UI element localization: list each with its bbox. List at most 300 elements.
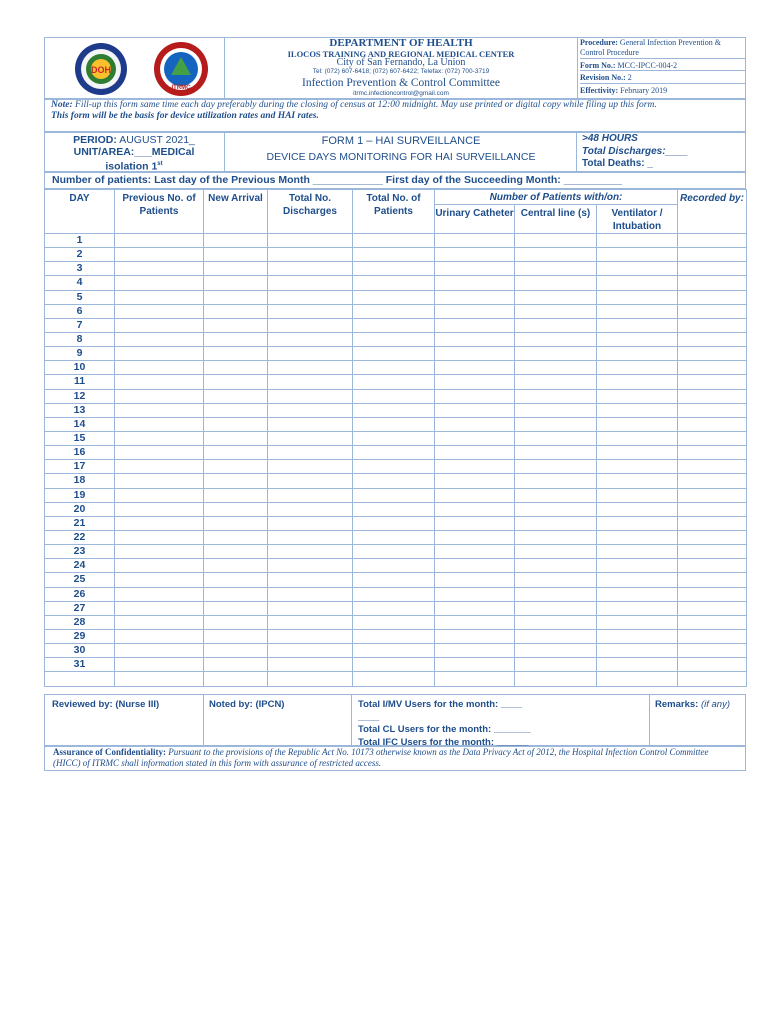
entry-cell[interactable] [204, 389, 268, 403]
entry-cell[interactable] [204, 304, 268, 318]
entry-cell[interactable] [115, 403, 204, 417]
entry-cell[interactable] [115, 615, 204, 629]
entry-cell[interactable] [678, 290, 747, 304]
reviewed-by: Reviewed by: (Nurse III) [52, 699, 160, 710]
entry-cell[interactable] [515, 318, 597, 332]
entry-cell[interactable] [435, 403, 515, 417]
entry-cell[interactable] [678, 615, 747, 629]
entry-cell[interactable] [435, 488, 515, 502]
entry-cell[interactable] [115, 304, 204, 318]
entry-cell[interactable] [678, 389, 747, 403]
entry-cell[interactable] [435, 262, 515, 276]
table-row [45, 502, 747, 516]
day-number: 28 [45, 615, 115, 629]
entry-cell[interactable] [115, 474, 204, 488]
entry-cell[interactable] [597, 502, 678, 516]
entry-cell[interactable] [268, 502, 353, 516]
entry-cell[interactable] [597, 474, 678, 488]
entry-cell[interactable] [268, 672, 353, 686]
entry-cell[interactable] [353, 234, 435, 248]
entry-cell[interactable] [115, 262, 204, 276]
entry-cell[interactable] [515, 516, 597, 530]
entry-cell[interactable] [435, 417, 515, 431]
entry-cell[interactable] [678, 248, 747, 262]
entry-cell[interactable] [515, 417, 597, 431]
entry-cell[interactable] [678, 347, 747, 361]
table-row [45, 290, 747, 304]
day-number: 23 [45, 545, 115, 559]
entry-cell[interactable] [678, 332, 747, 346]
entry-cell[interactable] [353, 276, 435, 290]
entry-cell[interactable] [597, 417, 678, 431]
entry-cell[interactable] [515, 530, 597, 544]
table-row [45, 417, 747, 431]
entry-cell[interactable] [515, 644, 597, 658]
entry-cell[interactable] [353, 573, 435, 587]
effectivity-label: Effectivity: [580, 86, 619, 95]
col-group-devices: Number of Patients with/on: [435, 190, 678, 205]
entry-cell[interactable] [268, 516, 353, 530]
revision-row [580, 71, 746, 84]
entry-cell[interactable] [597, 516, 678, 530]
entry-cell[interactable] [515, 629, 597, 643]
entry-cell[interactable] [268, 644, 353, 658]
entry-cell[interactable] [353, 530, 435, 544]
entry-cell[interactable] [515, 446, 597, 460]
entry-cell[interactable] [115, 389, 204, 403]
entry-cell[interactable] [435, 545, 515, 559]
entry-cell[interactable] [268, 446, 353, 460]
entry-cell[interactable] [597, 559, 678, 573]
entry-cell[interactable] [268, 262, 353, 276]
entry-cell[interactable] [678, 573, 747, 587]
entry-cell[interactable] [115, 234, 204, 248]
day-number: 14 [45, 417, 115, 431]
entry-cell[interactable] [515, 290, 597, 304]
logo1-text: DOH [91, 65, 111, 75]
entry-cell[interactable] [353, 290, 435, 304]
entry-cell[interactable] [204, 332, 268, 346]
day-number [45, 672, 115, 686]
entry-cell[interactable] [597, 290, 678, 304]
entry-cell[interactable] [115, 502, 204, 516]
entry-cell[interactable] [268, 658, 353, 672]
entry-cell[interactable] [353, 615, 435, 629]
col-new-arrival: New Arrival [204, 190, 268, 234]
entry-cell[interactable] [353, 403, 435, 417]
entry-cell[interactable] [353, 672, 435, 686]
day-number: 24 [45, 559, 115, 573]
entry-cell[interactable] [353, 559, 435, 573]
day-number: 13 [45, 403, 115, 417]
entry-cell[interactable] [678, 304, 747, 318]
entry-cell[interactable] [115, 587, 204, 601]
entry-cell[interactable] [268, 332, 353, 346]
entry-cell[interactable] [115, 672, 204, 686]
entry-cell[interactable] [204, 375, 268, 389]
entry-cell[interactable] [597, 347, 678, 361]
entry-cell[interactable] [435, 248, 515, 262]
entry-cell[interactable] [353, 658, 435, 672]
entry-cell[interactable] [515, 403, 597, 417]
entry-cell[interactable] [268, 403, 353, 417]
entry-cell[interactable] [204, 403, 268, 417]
entry-cell[interactable] [204, 431, 268, 445]
entry-cell[interactable] [515, 248, 597, 262]
center-name: ILOCOS TRAINING AND REGIONAL MEDICAL CENTER [287, 48, 515, 59]
confidentiality-box [44, 746, 746, 771]
entry-cell[interactable] [678, 276, 747, 290]
entry-cell[interactable] [353, 361, 435, 375]
entry-cell[interactable] [435, 304, 515, 318]
city-line: City of San Fernando, La Union [336, 57, 466, 69]
entry-cell[interactable] [204, 361, 268, 375]
entry-cell[interactable] [678, 502, 747, 516]
entry-cell[interactable] [353, 318, 435, 332]
entry-cell[interactable] [435, 644, 515, 658]
entry-cell[interactable] [353, 460, 435, 474]
entry-cell[interactable] [597, 276, 678, 290]
entry-cell[interactable] [515, 601, 597, 615]
entry-cell[interactable] [353, 347, 435, 361]
entry-cell[interactable] [515, 304, 597, 318]
entry-cell[interactable] [435, 502, 515, 516]
procedure-row [580, 38, 746, 59]
entry-cell[interactable] [268, 587, 353, 601]
entry-cell[interactable] [353, 389, 435, 403]
entry-cell[interactable] [597, 304, 678, 318]
entry-cell[interactable] [268, 248, 353, 262]
entry-cell[interactable] [597, 318, 678, 332]
entry-cell[interactable] [353, 375, 435, 389]
entry-cell[interactable] [678, 629, 747, 643]
entry-cell[interactable] [435, 601, 515, 615]
col-discharges: Total No. Discharges [268, 190, 353, 234]
entry-cell[interactable] [435, 347, 515, 361]
hours-label: >48 HOURS [582, 133, 638, 144]
entry-cell[interactable] [597, 431, 678, 445]
entry-cell[interactable] [435, 573, 515, 587]
day-number: 29 [45, 629, 115, 643]
entry-cell[interactable] [435, 559, 515, 573]
entry-cell[interactable] [353, 248, 435, 262]
entry-cell[interactable] [515, 431, 597, 445]
entry-cell[interactable] [597, 446, 678, 460]
entry-cell[interactable] [435, 460, 515, 474]
entry-cell[interactable] [204, 601, 268, 615]
entry-cell[interactable] [353, 474, 435, 488]
entry-cell[interactable] [515, 375, 597, 389]
table-row [45, 658, 747, 672]
entry-cell[interactable] [268, 573, 353, 587]
entry-cell[interactable] [268, 347, 353, 361]
entry-cell[interactable] [678, 375, 747, 389]
entry-cell[interactable] [204, 530, 268, 544]
entry-cell[interactable] [435, 474, 515, 488]
entry-cell[interactable] [678, 601, 747, 615]
entry-cell[interactable] [435, 446, 515, 460]
entry-cell[interactable] [204, 417, 268, 431]
entry-cell[interactable] [115, 530, 204, 544]
entry-cell[interactable] [678, 403, 747, 417]
entry-cell[interactable] [435, 276, 515, 290]
entry-cell[interactable] [597, 488, 678, 502]
entry-cell[interactable] [353, 629, 435, 643]
entry-cell[interactable] [597, 573, 678, 587]
entry-cell[interactable] [435, 530, 515, 544]
entry-cell[interactable] [515, 474, 597, 488]
entry-cell[interactable] [678, 559, 747, 573]
day-number: 8 [45, 332, 115, 346]
entry-cell[interactable] [204, 276, 268, 290]
entry-cell[interactable] [115, 488, 204, 502]
entry-cell[interactable] [115, 644, 204, 658]
entry-cell[interactable] [115, 431, 204, 445]
entry-cell[interactable] [435, 615, 515, 629]
table-row [45, 530, 747, 544]
entry-cell[interactable] [268, 601, 353, 615]
entry-cell[interactable] [268, 559, 353, 573]
entry-cell[interactable] [115, 516, 204, 530]
entry-cell[interactable] [435, 375, 515, 389]
entry-cell[interactable] [678, 318, 747, 332]
entry-cell[interactable] [678, 545, 747, 559]
entry-cell[interactable] [353, 545, 435, 559]
col-central-line: Central line (s) [515, 205, 597, 234]
entry-cell[interactable] [115, 446, 204, 460]
entry-cell[interactable] [268, 276, 353, 290]
entry-cell[interactable] [678, 234, 747, 248]
entry-cell[interactable] [353, 644, 435, 658]
entry-cell[interactable] [268, 304, 353, 318]
entry-cell[interactable] [115, 276, 204, 290]
remarks-block [655, 699, 743, 712]
entry-cell[interactable] [597, 587, 678, 601]
footer-divider [351, 694, 352, 746]
entry-cell[interactable] [204, 488, 268, 502]
entry-cell[interactable] [435, 658, 515, 672]
entry-cell[interactable] [435, 672, 515, 686]
entry-cell[interactable] [115, 375, 204, 389]
entry-cell[interactable] [204, 248, 268, 262]
entry-cell[interactable] [115, 629, 204, 643]
entry-cell[interactable] [678, 587, 747, 601]
entry-cell[interactable] [353, 502, 435, 516]
entry-cell[interactable] [268, 615, 353, 629]
logo2-text: ITRMC [171, 85, 191, 91]
entry-cell[interactable] [204, 573, 268, 587]
entry-cell[interactable] [353, 587, 435, 601]
day-number: 9 [45, 347, 115, 361]
day-number: 17 [45, 460, 115, 474]
entry-cell[interactable] [435, 361, 515, 375]
entry-cell[interactable] [515, 615, 597, 629]
entry-cell[interactable] [115, 347, 204, 361]
entry-cell[interactable] [268, 629, 353, 643]
entry-cell[interactable] [678, 530, 747, 544]
entry-cell[interactable] [597, 615, 678, 629]
entry-cell[interactable] [435, 332, 515, 346]
entry-cell[interactable] [115, 601, 204, 615]
entry-cell[interactable] [435, 389, 515, 403]
entry-cell[interactable] [204, 587, 268, 601]
entry-cell[interactable] [515, 262, 597, 276]
entry-cell[interactable] [353, 332, 435, 346]
day-number: 10 [45, 361, 115, 375]
entry-cell[interactable] [678, 361, 747, 375]
entry-cell[interactable] [515, 559, 597, 573]
col-previous: Previous No. of Patients [115, 190, 204, 234]
entry-cell[interactable] [435, 290, 515, 304]
entry-cell[interactable] [515, 234, 597, 248]
entry-cell[interactable] [268, 234, 353, 248]
period-label: PERIOD: [73, 134, 117, 146]
entry-cell[interactable] [204, 234, 268, 248]
entry-cell[interactable] [515, 276, 597, 290]
entry-cell[interactable] [115, 361, 204, 375]
entry-cell[interactable] [678, 431, 747, 445]
entry-cell[interactable] [115, 417, 204, 431]
entry-cell[interactable] [353, 446, 435, 460]
entry-cell[interactable] [268, 361, 353, 375]
entry-cell[interactable] [353, 516, 435, 530]
entry-cell[interactable] [515, 332, 597, 346]
entry-cell[interactable] [204, 644, 268, 658]
entry-cell[interactable] [204, 658, 268, 672]
col-total-patients: Total No. of Patients [353, 190, 435, 234]
entry-cell[interactable] [268, 545, 353, 559]
entry-cell[interactable] [204, 516, 268, 530]
entry-cell[interactable] [204, 559, 268, 573]
entry-cell[interactable] [597, 361, 678, 375]
day-number: 7 [45, 318, 115, 332]
entry-cell[interactable] [353, 417, 435, 431]
entry-cell[interactable] [204, 629, 268, 643]
entry-cell[interactable] [597, 530, 678, 544]
form-subtitle: DEVICE DAYS MONITORING FOR HAI SURVEILLANCE [266, 151, 536, 163]
entry-cell[interactable] [268, 290, 353, 304]
entry-cell[interactable] [204, 474, 268, 488]
entry-cell[interactable] [115, 290, 204, 304]
entry-cell[interactable] [597, 672, 678, 686]
entry-cell[interactable] [268, 488, 353, 502]
entry-cell[interactable] [353, 488, 435, 502]
entry-cell[interactable] [678, 262, 747, 276]
entry-cell[interactable] [268, 318, 353, 332]
entry-cell[interactable] [435, 431, 515, 445]
entry-cell[interactable] [435, 629, 515, 643]
entry-cell[interactable] [515, 587, 597, 601]
entry-cell[interactable] [597, 545, 678, 559]
entry-cell[interactable] [597, 234, 678, 248]
entry-cell[interactable] [268, 474, 353, 488]
entry-cell[interactable] [204, 446, 268, 460]
entry-cell[interactable] [353, 431, 435, 445]
entry-cell[interactable] [515, 672, 597, 686]
entry-cell[interactable] [435, 234, 515, 248]
entry-cell[interactable] [597, 629, 678, 643]
entry-cell[interactable] [515, 573, 597, 587]
entry-cell[interactable] [435, 318, 515, 332]
entry-cell[interactable] [515, 389, 597, 403]
table-row [45, 601, 747, 615]
entry-cell[interactable] [597, 389, 678, 403]
entry-cell[interactable] [115, 545, 204, 559]
entry-cell[interactable] [353, 262, 435, 276]
entry-cell[interactable] [597, 262, 678, 276]
entry-cell[interactable] [678, 417, 747, 431]
entry-cell[interactable] [597, 601, 678, 615]
entry-cell[interactable] [678, 488, 747, 502]
entry-cell[interactable] [678, 460, 747, 474]
entry-cell[interactable] [204, 545, 268, 559]
entry-cell[interactable] [597, 332, 678, 346]
entry-cell[interactable] [204, 672, 268, 686]
entry-cell[interactable] [115, 332, 204, 346]
entry-cell[interactable] [204, 502, 268, 516]
entry-cell[interactable] [115, 658, 204, 672]
entry-cell[interactable] [678, 658, 747, 672]
entry-cell[interactable] [435, 587, 515, 601]
confidentiality-label: Assurance of Confidentiality: [53, 747, 166, 757]
entry-cell[interactable] [204, 347, 268, 361]
entry-cell[interactable] [678, 446, 747, 460]
entry-cell[interactable] [597, 375, 678, 389]
entry-cell[interactable] [268, 417, 353, 431]
entry-cell[interactable] [268, 375, 353, 389]
entry-cell[interactable] [204, 318, 268, 332]
entry-cell[interactable] [515, 658, 597, 672]
entry-cell[interactable] [597, 248, 678, 262]
entry-cell[interactable] [268, 431, 353, 445]
entry-cell[interactable] [435, 516, 515, 530]
entry-cell[interactable] [268, 389, 353, 403]
entry-cell[interactable] [515, 502, 597, 516]
table-row [45, 474, 747, 488]
entry-cell[interactable] [353, 304, 435, 318]
entry-cell[interactable] [204, 615, 268, 629]
entry-cell[interactable] [515, 488, 597, 502]
entry-cell[interactable] [678, 644, 747, 658]
entry-cell[interactable] [515, 545, 597, 559]
entry-cell[interactable] [115, 248, 204, 262]
entry-cell[interactable] [115, 318, 204, 332]
period-block [44, 134, 224, 173]
entry-cell[interactable] [678, 474, 747, 488]
day-number: 25 [45, 573, 115, 587]
entry-cell[interactable] [597, 403, 678, 417]
day-number: 6 [45, 304, 115, 318]
entry-cell[interactable] [515, 361, 597, 375]
entry-cell[interactable] [597, 460, 678, 474]
entry-cell[interactable] [115, 573, 204, 587]
entry-cell[interactable] [204, 290, 268, 304]
entry-cell[interactable] [115, 460, 204, 474]
entry-cell[interactable] [268, 460, 353, 474]
entry-cell[interactable] [678, 672, 747, 686]
patients-line: Number of patients: Last day of the Previous Month ____________ First day of the Succeeding Month: __________ [44, 172, 746, 189]
entry-cell[interactable] [353, 601, 435, 615]
entry-cell[interactable] [678, 516, 747, 530]
entry-cell[interactable] [115, 559, 204, 573]
entry-cell[interactable] [597, 658, 678, 672]
entry-cell[interactable] [597, 644, 678, 658]
entry-cell[interactable] [268, 530, 353, 544]
entry-cell[interactable] [204, 262, 268, 276]
entry-cell[interactable] [515, 347, 597, 361]
entry-cell[interactable] [204, 460, 268, 474]
entry-cell[interactable] [515, 460, 597, 474]
